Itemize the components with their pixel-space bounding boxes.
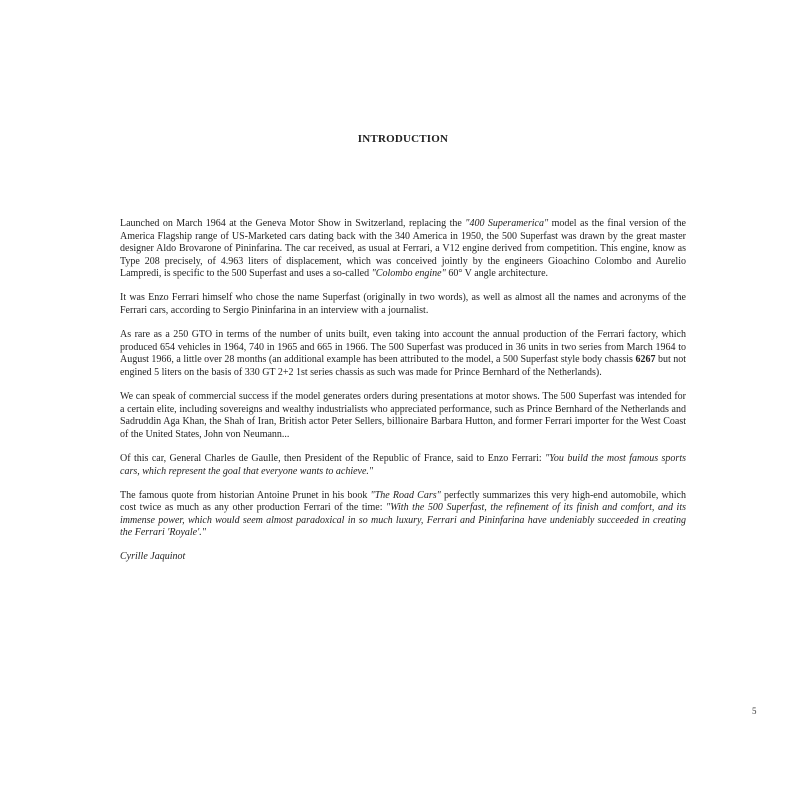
bold-run: 6267	[635, 354, 656, 366]
italic-run: "The Road Cars"	[370, 489, 441, 501]
author-signature: Cyrille Jaquinot	[120, 551, 186, 562]
page-number: 5	[752, 706, 757, 716]
italic-run: "400 Superamerica"	[465, 218, 549, 229]
text-run: Of this car, General Charles de Gaulle, then President of the Republic of France, said to Enzo Ferrari:	[120, 452, 546, 464]
text-run: 60° V angle architecture.	[445, 268, 549, 280]
paragraph-1	[120, 218, 686, 281]
italic-run: "Colombo engine"	[371, 268, 446, 280]
text-run: As rare as a 250 GTO in terms of the number of units built, even taking into account the annual production of the Ferrari factory, which produced 654 vehicles in 1964, 740 in 1965 and 665 in 1966. The 500 Superfast was produced in 36 units in two series from March 1964 to August 1966, a little over 28 months (an additional example has been attributed to the model, a 500 Superfast style body chassis	[120, 329, 686, 366]
text-run: We can speak of commercial success if the model generates orders during presentations at motor shows. The 500 Superfast was intended for a certain elite, including sovereigns and wealthy industrialists who appreciated performance, such as Prince Bernhard of the Netherlands and Sadruddin Aga Khan, the Shah of Iran, British actor Peter Sellers, billionaire Barbara Hutton, and former Ferrari importer for the West Coast of the United States, John von Neumann...	[120, 391, 686, 440]
text-run: but not engined 5 liters on the basis of 330 GT 2+2 1st series chassis as such was made for Prince Bernhard of the Netherlands).	[120, 354, 687, 378]
text-run: It was Enzo Ferrari himself who chose the name Superfast (originally in two words), as well as almost all the names and acronyms of the Ferrari cars, according to Sergio Pininfarina in an interview with a journalist.	[120, 292, 686, 317]
text-run: model as the final version of the America Flagship range of US-Marketed cars dating back with the 340 America in 1950, the 500 Superfast was drawn by the great master designer Aldo Brovarone of Pininfarina. The car received, as usual at Ferrari, a V12 engine derived from competition. This engine, know as Type 208 precisely, of 4.963 liters of displacement, which was conceived jointly by the engineers Gioachino Colombo and Aurelio Lampredi, is specific to the 500 Superfast and uses a so-called	[120, 218, 686, 280]
paragraph-4	[120, 391, 686, 441]
page-title: INTRODUCTION	[357, 133, 449, 145]
paragraph-3	[120, 329, 686, 379]
text-run: The famous quote from historian Antoine Prunet in his book	[120, 489, 371, 501]
paragraph-6	[120, 490, 686, 540]
document-body	[120, 218, 686, 551]
text-run: Launched on March 1964 at the Geneva Motor Show in Switzerland, replacing the	[120, 218, 466, 229]
text-run: perfectly summarizes this very high-end automobile, which cost twice as much as any other production Ferrari of the time:	[120, 489, 686, 514]
italic-run: "You build the most famous sports cars, which represent the goal that everyone wants to achieve."	[120, 452, 686, 477]
paragraph-2	[120, 292, 686, 317]
paragraph-5	[120, 453, 686, 478]
italic-run: "With the 500 Superfast, the refinement of its finish and comfort, and its immense power, which would seem almost paradoxical in so much luxury, Ferrari and Pininfarina have undeniably succeeded in creating the Ferrari 'Royale'."	[120, 502, 686, 539]
